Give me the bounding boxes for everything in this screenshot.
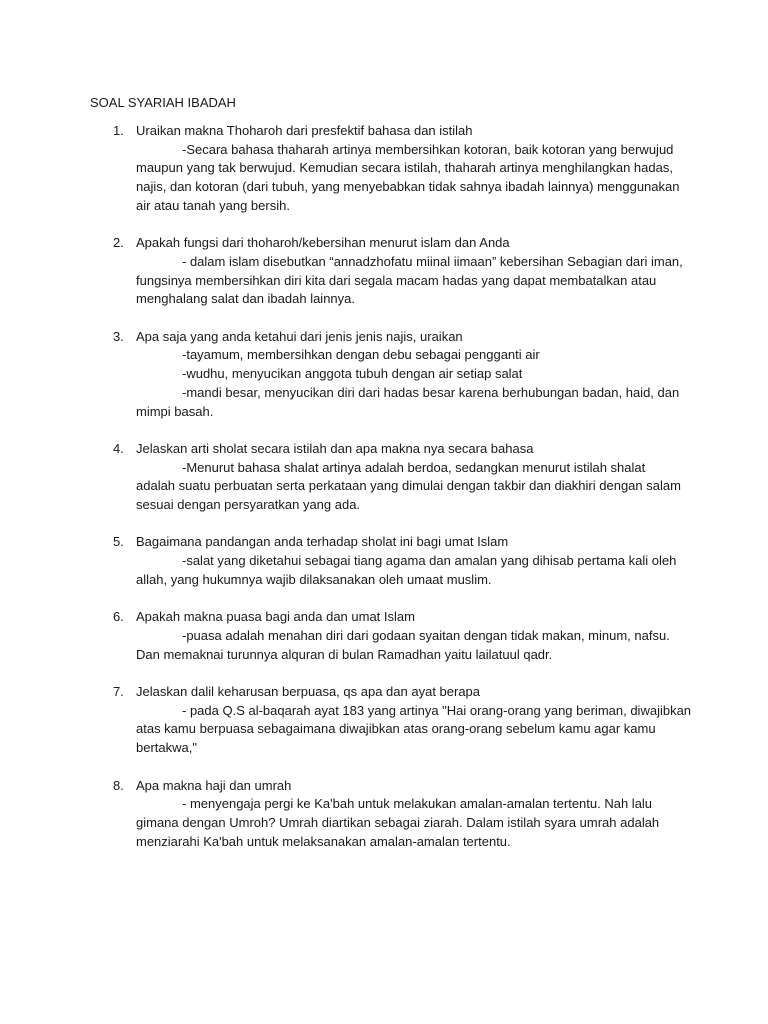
question-number: 1. [113,123,124,138]
answer-text [136,346,681,421]
question-item [0,234,681,309]
question-text: Apakah makna puasa bagi anda dan umat Islam [136,609,415,625]
question-item [0,533,681,589]
question-number: 4. [113,440,124,456]
question-item [0,777,681,852]
document-title: SOAL SYARIAH IBADAH [90,95,236,110]
question-text: Apa saja yang anda ketahui dari jenis jenis najis, uraikan [136,328,463,344]
answer-line: - pada Q.S al-baqarah ayat 183 yang artinya "Hai orang-orang yang beriman, diwajibkan [182,702,692,718]
question-number: 7. [113,684,124,699]
answer-text [136,253,681,309]
answer-line: menghalang salat dan ibadah lainnya. [136,291,356,307]
question-number: 5. [113,534,124,550]
question-item [0,328,681,422]
answer-line: atas kamu berpuasa sebagaimana diwajibkan atas orang-orang sebelum kamu agar kamu [136,721,656,737]
answer-text [136,702,692,758]
question-text: Bagaimana pandangan anda terhadap sholat ini bagi umat Islam [136,534,509,550]
answer-line: najis, dan kotoran (dari tubuh, yang menyebabkan tidak sahnya ibadah lainnya) menggunakan [136,179,680,195]
answer-text [136,459,681,515]
answer-line: -salat yang diketahui sebagai tiang agama dan amalan yang dihisab pertama kali oleh [182,553,677,569]
answer-line: gimana dengan Umroh? Umrah diartikan sebagai ziarah. Dalam istilah syara umrah adalah [136,814,660,830]
answer-line: sesuai dengan persyaratkan yang ada. [136,497,361,513]
answer-text [136,552,681,589]
answer-text [136,795,681,851]
question-item [0,608,681,664]
answer-line: bertakwa," [136,740,197,756]
answer-line: fungsinya membersihkan diri kita dari segala macam hadas yang dapat membatalkan atau [136,272,657,288]
answer-line: - menyengaja pergi ke Ka'bah untuk melakukan amalan-amalan tertentu. Nah lalu [182,796,653,812]
question-text: Jelaskan dalil keharusan berpuasa, qs apa dan ayat berapa [136,684,481,699]
answer-line: -puasa adalah menahan diri dari godaan syaitan dengan tidak makan, minum, nafsu. [182,627,670,643]
answer-line: -tayamum, membersihkan dengan debu sebagai pengganti air [182,347,540,363]
question-number: 2. [113,235,124,251]
question-text: Jelaskan arti sholat secara istilah dan apa makna nya secara bahasa [136,440,534,456]
answer-line: allah, yang hukumnya wajib dilaksanakan oleh umaat muslim. [136,571,492,587]
answer-line: Dan memaknai turunnya alquran di bulan Ramadhan yaitu lailatuul qadr. [136,646,553,662]
question-text: Uraikan makna Thoharoh dari presfektif bahasa dan istilah [136,123,473,138]
question-number: 6. [113,609,124,625]
answer-line: mimpi basah. [136,403,214,419]
question-list [0,122,768,870]
question-text: Apakah fungsi dari thoharoh/kebersihan menurut islam dan Anda [136,235,510,251]
question-item [0,122,681,216]
answer-line: -wudhu, menyucikan anggota tubuh dengan air setiap salat [182,366,523,382]
answer-line: - dalam islam disebutkan “annadzhofatu miinal iimaan” kebersihan Sebagian dari iman, [182,253,683,269]
answer-line: adalah suatu perbuatan serta perkataan yang dimulai dengan takbir dan diakhiri dengan salam [136,478,681,494]
answer-line: -Menurut bahasa shalat artinya adalah berdoa, sedangkan menurut istilah shalat [182,459,646,475]
question-text: Apa makna haji dan umrah [136,777,292,793]
answer-line: -Secara bahasa thaharah artinya membersihkan kotoran, baik kotoran yang berwujud [182,141,674,157]
answer-line: maupun yang tak berwujud. Kemudian secara istilah, thaharah artinya menghilangkan hadas, [136,160,673,176]
answer-line: air atau tanah yang bersih. [136,197,290,213]
answer-line: -mandi besar, menyucikan diri dari hadas besar karena berhubungan badan, haid, dan [182,384,680,400]
answer-line: menziarahi Ka'bah untuk melaksanakan amalan-amalan tertentu. [136,833,511,849]
question-item [0,440,681,515]
question-item [0,683,692,758]
answer-text [136,627,681,664]
question-number: 3. [113,328,124,344]
question-number: 8. [113,777,124,793]
answer-text [136,141,681,216]
